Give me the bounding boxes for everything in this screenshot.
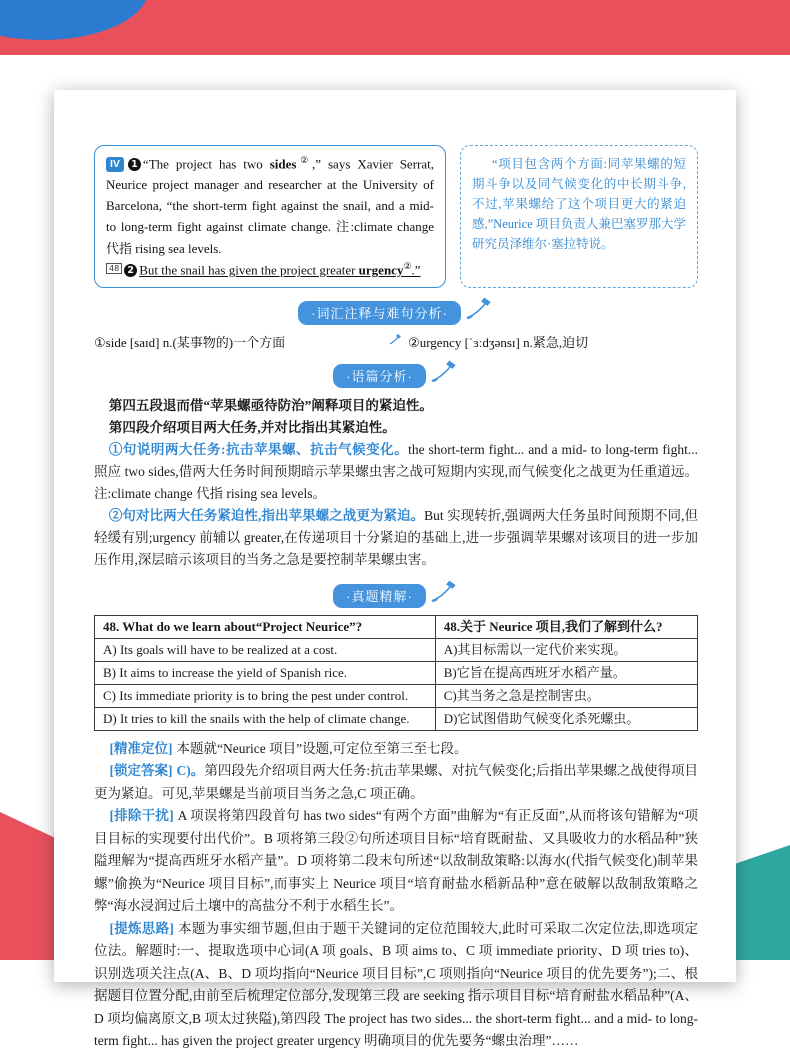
sentence-1-text: “The project has two [142,156,270,172]
answer-text-distractors: A 项误将第四段首句 has two sides“有两个方面”曲解为“有正反面”,从而将该句错解为“项目目标的实现要付出代价”。B 项将第三段②句所述项目目标“培育既耐盐、又具吸收力的水稻品种”狭隘理解为“提高西班牙水稻产量”。D 项将第二段末句所述“以敌制敌策略:以海水(代指气候变化)制苹果螺”偷换为“Neurice 项目目标”,而事实上 Neurice 项目“培育耐盐水稻新品种”意在破解以敌制敌策略之弊“海水浸润过后土壤中的高盐分不利于水稻生长”。 [94,808,698,914]
option-row-b [95,661,698,684]
section-badge-discourse: ·语篇分析· [333,364,426,388]
note-ref-urgency: ② [403,260,412,271]
paragraph-number-badge: IV [106,157,124,172]
sentence-2-end: .” [411,261,421,277]
notes-divider [384,333,408,349]
section-header-discourse [94,364,698,388]
answer-strategy [94,918,698,1053]
option-d-zh: D)它试图借助气候变化杀死螺虫。 [435,707,697,730]
keyword-sides: sides [269,156,297,172]
section-header-exam [94,584,698,608]
answer-label-distractors: [排除干扰] [109,808,174,824]
discourse-lead-1: 第四五段退而借“苹果螺亟待防治”阐释项目的紧迫性。 [108,397,433,413]
discourse-sentence-2-analysis [94,505,698,571]
inline-note: 注:climate change 代指 rising sea levels. [106,219,434,256]
passage-box [94,145,446,288]
answer-text-key: 第四段先介绍项目两大任务:抗击苹果螺、对抗气候变化;后指出苹果螺之战使得项目更为紧迫。可见,苹果螺是当前项目当务之急,C 项正确。 [94,763,698,801]
sentence-2-text: But the snail has given the project greater [139,261,359,277]
answer-key [94,760,698,805]
question-ref-badge: 48 [106,263,122,274]
discourse-s2-point: ②句对比两大任务紧迫性,指出苹果螺之战更为紧迫。 [108,507,425,523]
question-en: 48. What do we learn about“Project Neurice”? [95,615,436,638]
option-row-c [95,684,698,707]
book-page [54,90,736,1049]
notes-divider-pen-icon [389,333,402,345]
question-zh: 48.关于 Neurice 项目,我们了解到什么? [435,615,697,638]
section-badge-exam: ·真题精解· [333,584,426,608]
option-a-en: A) Its goals will have to be realized at a cost. [95,638,436,661]
answer-label-key: [锁定答案] [109,763,173,779]
discourse-lead-2: 第四段介绍项目两大任务,并对比指出其紧迫性。 [108,419,396,435]
question-table [94,615,698,731]
sentence-number-1: 1 [128,158,141,171]
sentence-1-rest: ,” says Xavier Serrat, Neurice project manager and researcher at the University of Barcelona, “the short-term fight against the snail, and a mid- to long-term fight against climate change. [106,156,434,235]
discourse-sentence-1-analysis [94,439,698,505]
answer-label-locating: [精准定位] [109,740,173,756]
note-ref-sides: ② [296,155,312,165]
pen-icon [463,294,495,320]
option-row-d [95,707,698,730]
answer-locating [94,738,698,761]
answer-text-locating: 本题就“Neurice 项目”设题,可定位至第三至七段。 [176,740,468,756]
section-header-vocab [94,301,698,325]
discourse-s1-detail: the short-term fight... and a mid- to long-term fight... 照应 two sides,借两大任务时间预期暗示苹果螺虫害之战可短期内实现,而气候变化之战更为任重道远。注:climate change 代指 rising sea levels。 [94,441,698,501]
discourse-s2-detail: But 实现转折,强调两大任务虽时间预期不同,但轻缓有别;urgency 前辅以 greater,在传递项目十分紧迫的基础上,进一步强调苹果螺对该项目的进一步加压作用,深层暗示该项目的当务之急是要控制苹果螺虫害。 [94,507,699,567]
word-note-2: ②urgency [ˈɜːdʒənsɪ] n.紧急,迫切 [408,334,589,350]
word-notes [94,332,698,351]
word-note-1: ①side [saɪd] n.(某事物的)一个方面 [94,334,286,350]
question-row [95,615,698,638]
option-d-en: D) It tries to kill the snails with the help of climate change. [95,707,436,730]
option-c-zh: C)其当务之急是控制害虫。 [435,684,697,707]
option-a-zh: A)其目标需以一定代价来实现。 [435,638,697,661]
answer-text-strategy: 本题为事实细节题,但由于题干关键词的定位范围较大,此时可采取二次定位法,即选项定位法。解题时:一、提取选项中心词(A 项 goals、B 项 aims to、C 项 immediate priority、D 项 tries to)、识别选项关注点(A、B、D 项均指向“Neurice 项目目标”,C 项则指向“Neurice 项目的优先要务”);二、根据题目位置分配,由前至后梳理定位部分,发现第三段 are seeking 指示项目目标“培育耐盐水稻品种”(A、D 项均偏离原文,B 项太过狭隘),第四段 The project has two sides... the short-term fight... and a mid- to long-term fight... has given the project greater urgency 明确项目的优先要务“螺虫治理”…… [94,920,698,1049]
discourse-s1-point: ①句说明两大任务:抗击苹果螺、抗击气候变化。 [108,441,409,457]
option-b-en: B) It aims to increase the yield of Spanish rice. [95,661,436,684]
translation-box: “项目包含两个方面:同苹果螺的短期斗争以及同气候变化的中长期斗争,不过,苹果螺给了这个项目更大的紧迫感,”Neurice 项目负责人兼巴塞罗那大学研究员泽维尔·塞拉特说。 [460,145,698,288]
answer-analysis [94,738,698,1053]
answer-label-strategy: [提炼思路] [109,920,174,936]
pen-icon [428,357,460,383]
answer-distractors [94,805,698,918]
section-badge-vocab: ·词汇注释与难句分析· [298,301,461,325]
option-row-a [95,638,698,661]
option-b-zh: B)它旨在提高西班牙水稻产量。 [435,661,697,684]
option-c-en: C) Its immediate priority is to bring the pest under control. [95,684,436,707]
answer-choice: C)。 [176,763,205,779]
discourse-analysis [94,395,698,571]
keyword-urgency: urgency [358,261,404,277]
pen-icon [428,577,460,603]
key-sentence [106,259,434,280]
sentence-number-2: 2 [124,264,137,277]
passage-section [94,145,698,288]
